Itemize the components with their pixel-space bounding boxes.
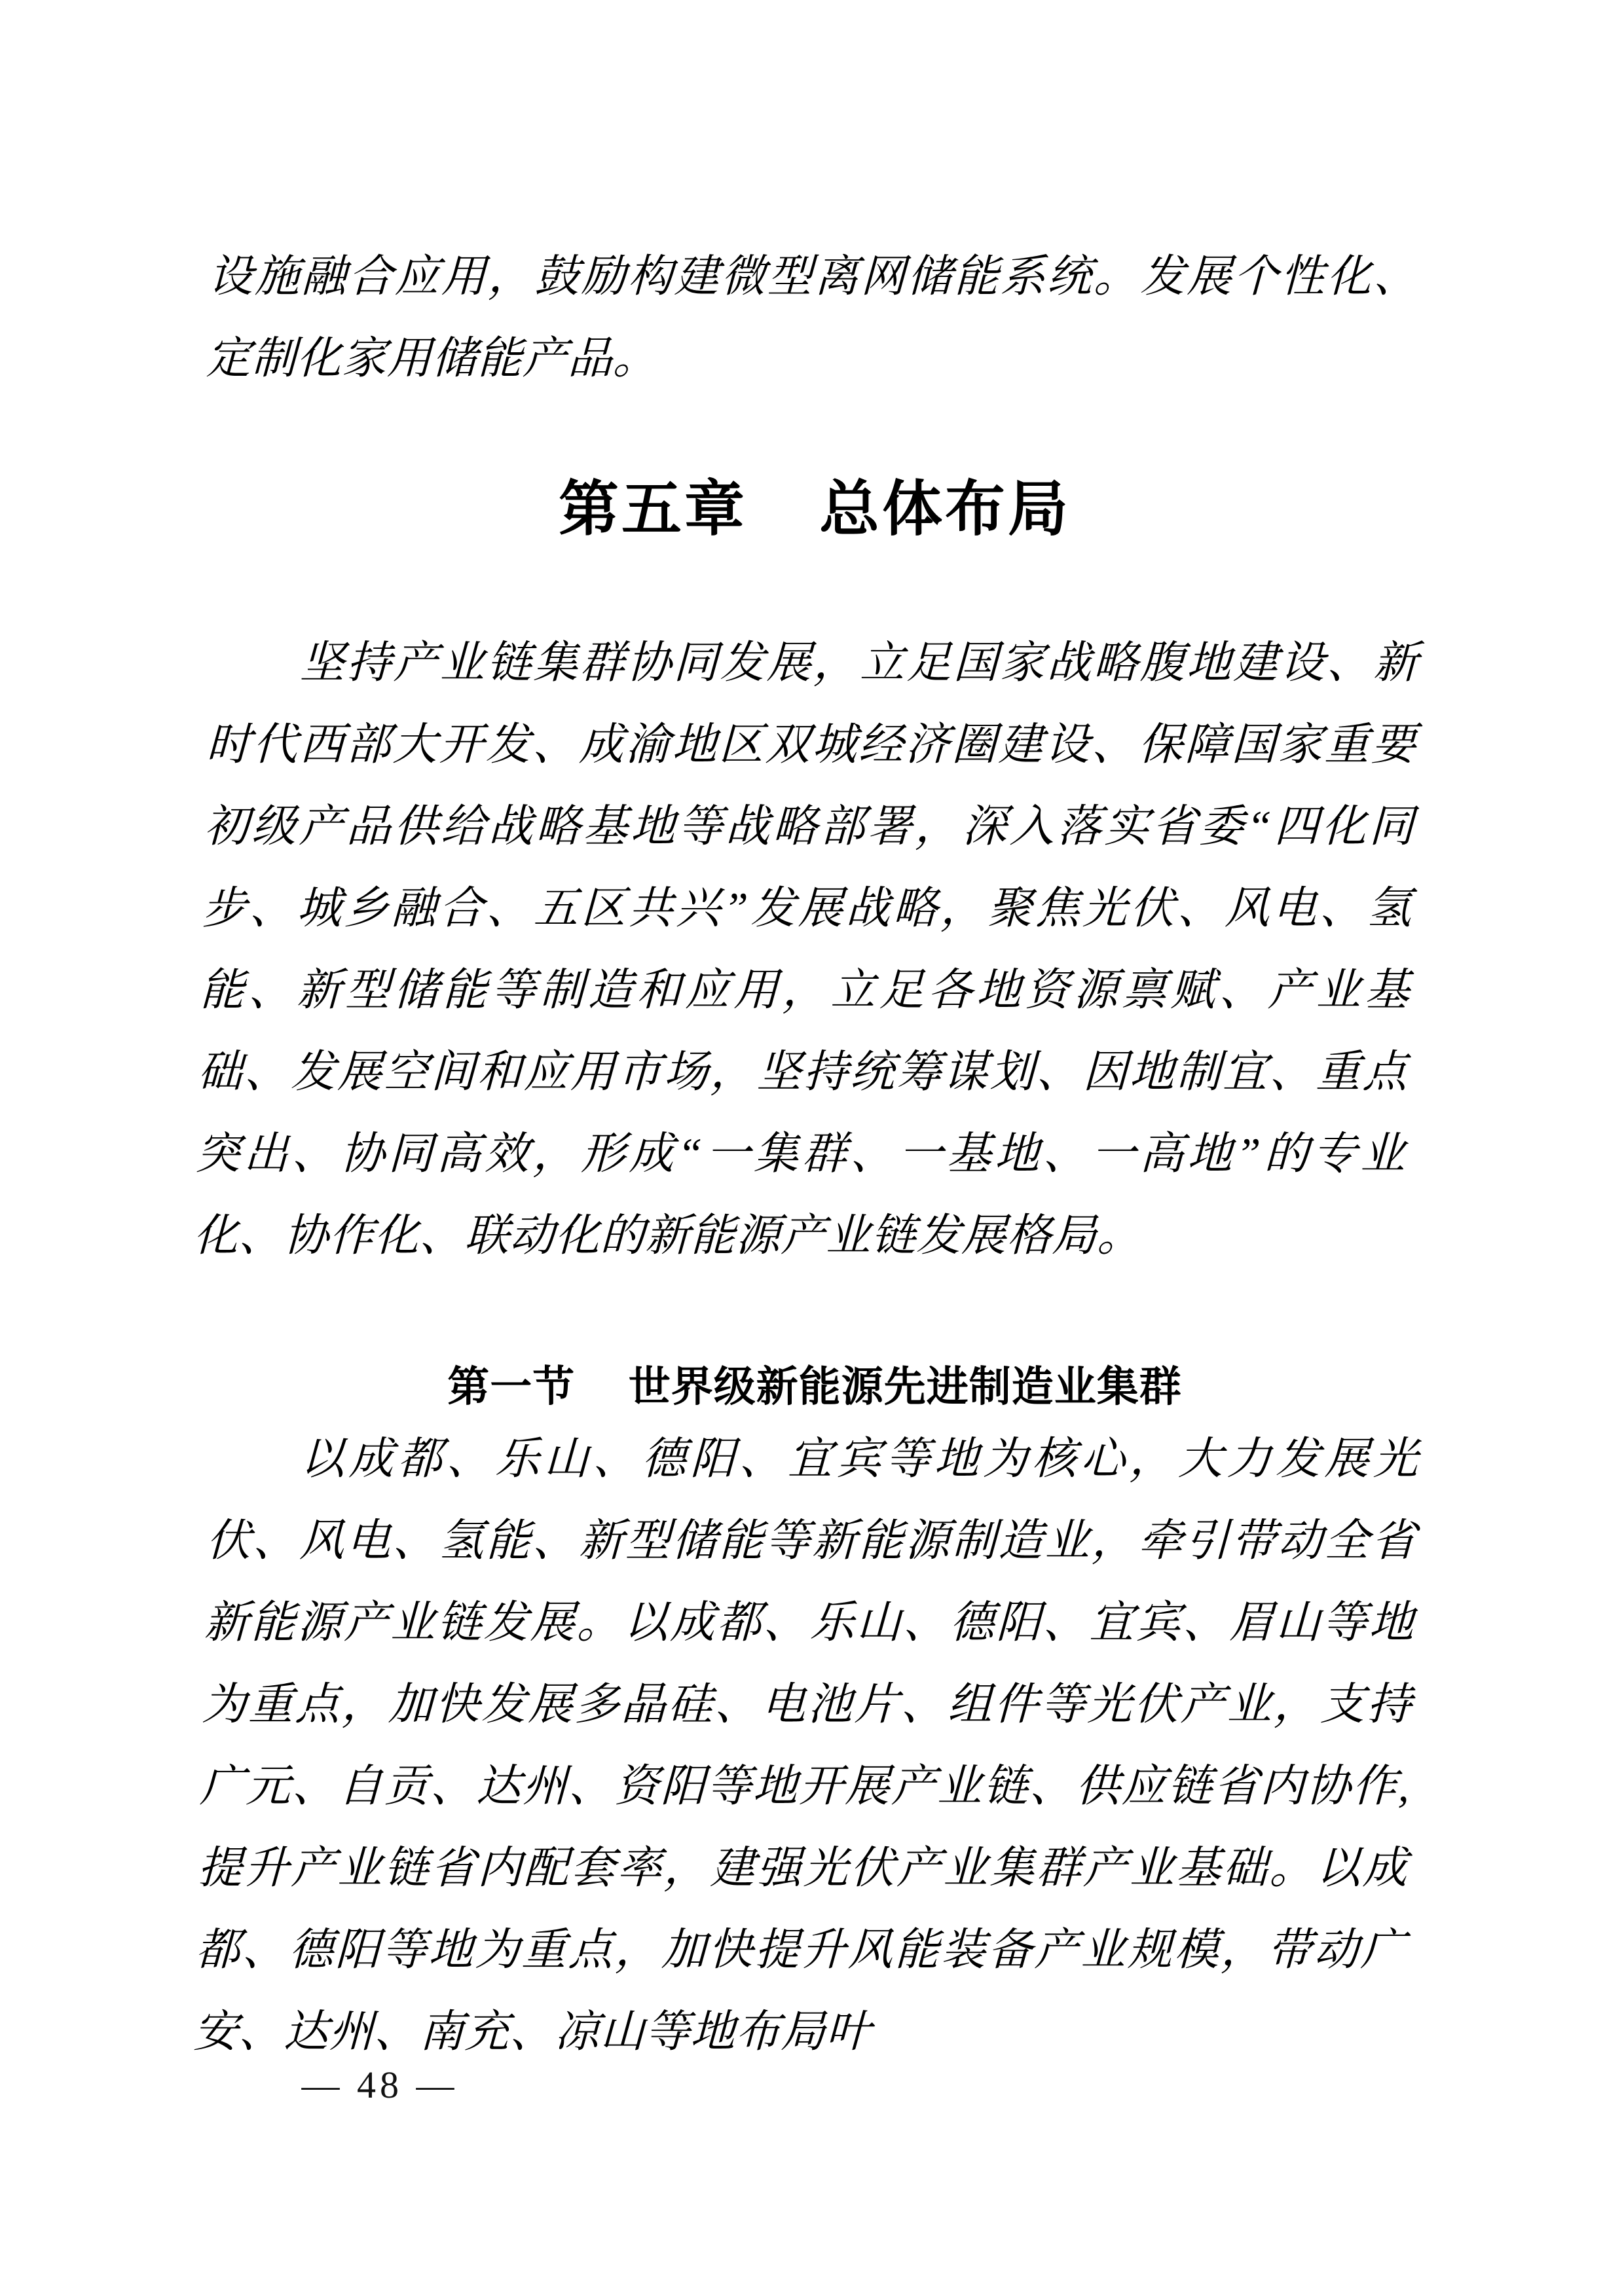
section-heading [210,1355,1420,1418]
spacer-before-section-heading [210,1277,1420,1355]
spacer-after-lead-paragraph [210,399,1420,470]
chapter-number: 第五章 [558,476,747,543]
spacer-after-chapter-heading [210,549,1420,622]
section-paragraph: 以成都、乐山、德阳、宜宾等地为核心，大力发展光伏、风电、氢能、新型储能等新能源制造业，牵引带动全省新能源产业链发展。以成都、乐山、德阳、宜宾、眉山等地为重点，加快发展多晶硅、电池片、组件等光伏产业，支持广元、自贡、达州、资阳等地开展产业链、供应链省内协作,提升产业链省内配套率，建强光伏产业集群产业基础。以成都、德阳等地为重点，加快提升风能装备产业规模，带动广安、达州、南充、凉山等地布局叶 [193,1434,1420,2056]
chapter-title-text: 总体布局 [819,476,1071,543]
section-number: 第一节 [447,1363,576,1410]
chapter-heading [210,470,1420,549]
chapter-paragraph: 坚持产业链集群协同发展，立足国家战略腹地建设、新时代西部大开发、成渝地区双城经济圈建设、保障国家重要初级产品供给战略基地等战略部署，深入落实省委“四化同步、城乡融合、五区共兴”发展战略，聚焦光伏、风电、氢能、新型储能等制造和应用，立足各地资源禀赋、产业基础、发展空间和应用市场，坚持统筹谋划、因地制宜、重点突出、协同高效，形成“一集群、一基地、一高地”的专业化、协作化、联动化的新能源产业链发展格局。 [193,638,1420,1260]
page-content [193,236,1420,2073]
page-number: — 48 — [301,2064,458,2106]
lead-paragraph: 设施融合应用，鼓励构建微型离网储能系统。发展个性化、定制化家用储能产品。 [206,251,1420,383]
section-title-text: 世界级新能源先进制造业集群 [628,1363,1182,1410]
